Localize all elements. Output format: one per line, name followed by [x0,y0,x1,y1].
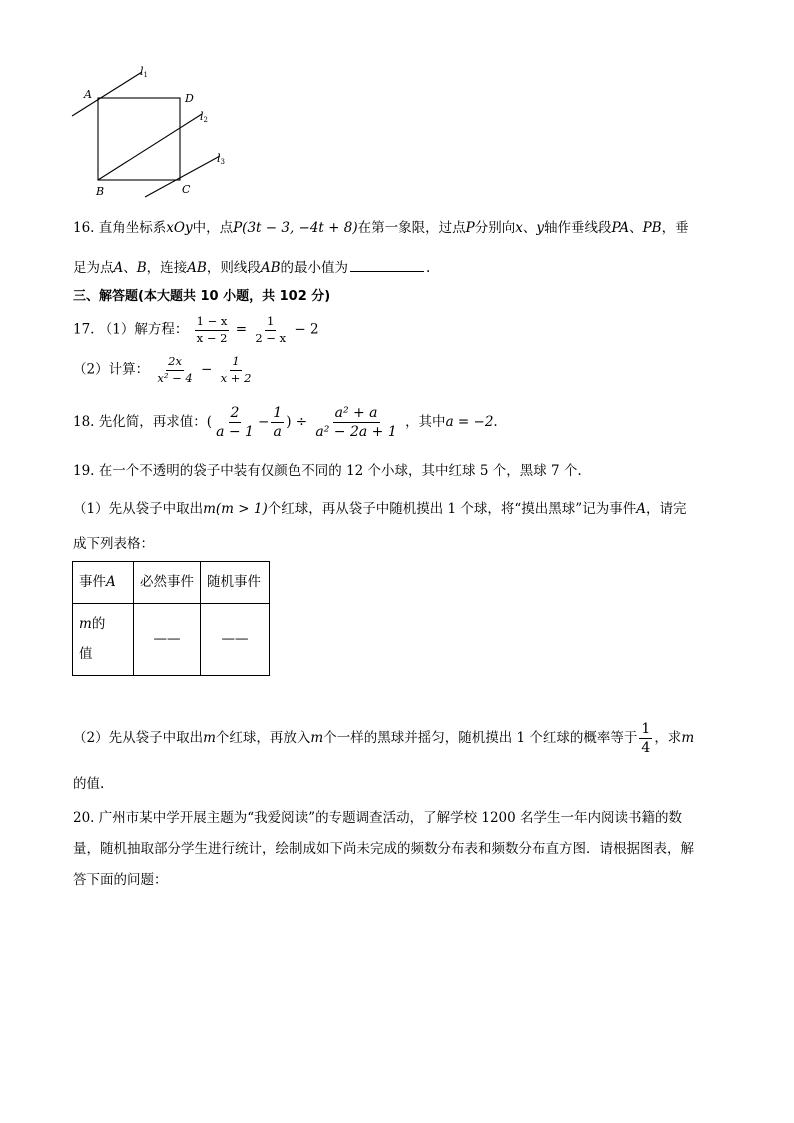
frac-den: 4 [641,740,651,756]
q16-line2 [73,259,430,276]
q16-pa: PA [611,220,630,236]
q19-probability-fraction [639,722,652,755]
q16-x: x [515,220,523,236]
q17-fraction-3 [155,356,194,384]
q19-m-condition: m(m > 1) [203,501,268,517]
label-d: D [185,92,194,105]
q16-text: 中，点 [192,220,234,236]
q16-text: 直角坐标系 [98,220,167,236]
geometry-figure [60,60,240,200]
q19-part1-line2: 成下列表格： [73,536,154,552]
q19-part1-line1 [73,503,686,517]
q17-part2 [73,356,255,384]
q16-text: ，连接 [146,260,188,276]
header-random: 随机事件 [201,562,270,604]
frac-den: a² − 2a + 1 [315,424,397,440]
frac-den: x + 2 [220,370,252,385]
frac-num: 1 [265,316,276,331]
q18-fraction-2 [271,406,284,439]
q16-a: A [113,260,124,276]
q17-fraction-2 [253,316,288,344]
q20-number: 20. [73,810,95,826]
q16-text: ，则线段 [206,260,261,276]
minus-sign: − [201,361,213,378]
table-row-m [73,604,270,676]
label-b: B [96,185,105,198]
table-header-row [73,562,270,604]
frac-num: 1 − x [195,316,230,331]
q16-point: P(3t − 3, −4t + 8) [233,220,358,236]
line-l2 [98,114,202,180]
q16-b: B [136,260,147,276]
square-abcd [98,98,180,180]
cell-text: 的 [91,615,106,632]
q17-number: 17. [73,321,95,338]
q20-line1 [73,812,682,826]
q19-text: （1）先从袋子中取出 [73,501,204,517]
header-event [73,562,134,604]
label-l1: l1 [140,65,148,79]
q19-m: m [203,730,216,746]
label-c: C [182,183,191,196]
divide-sign: ÷ [295,414,308,430]
q20-line3: 答下面的问题： [73,872,168,888]
line-l1 [72,72,142,116]
q18-fraction-1 [214,406,256,439]
q19-number: 19. [73,463,95,479]
label-l2: l2 [200,110,208,124]
q19-text: ，求 [654,730,682,746]
cell-certain-blank: —— [134,604,201,676]
q19-text: ，请完 [645,501,687,517]
q17-tail: − 2 [294,321,319,338]
paren: ) [286,414,292,430]
q16-text: 分别向 [474,220,516,236]
frac-den: x − 2 [196,330,228,345]
frac-num: 2 [230,405,240,421]
frac-num: 1 [273,405,283,421]
header-certain: 必然事件 [134,562,201,604]
cell-text: 事件 [79,573,106,590]
label-l3: l3 [217,152,225,166]
q17-part1 [73,316,319,344]
frac-den: a [273,424,282,440]
cell-text: A [106,573,116,590]
q16-text: ，垂 [661,220,689,236]
q18-text: . [493,414,498,430]
section-3-title: 三、解答题(本大题共 10 小题，共 102 分) [73,289,331,304]
q16-answer-blank [350,259,424,272]
paren: ( [206,414,213,430]
q16-ab: AB [260,260,281,276]
q16-text: 轴作垂线段 [543,220,612,236]
cell-text: m [79,615,92,632]
q19-intro-text: 在一个不透明的袋子中装有仅颜色不同的 12 个小球，其中红球 5 个，黑球 7 个. [98,463,582,479]
q16-xoy: xOy [166,220,193,236]
q16-p: P [465,220,475,236]
q17-p2-label: （2）计算： [73,361,150,378]
frac-num: 1 [641,721,651,737]
q19-text: 个红球，再从袋子中随机摸出 1 个球，将“摸出黑球”记为事件 [267,501,637,517]
q19-m: m [310,730,324,746]
q18 [73,406,498,439]
frac-num: 1 [230,356,241,371]
q16-y: y [536,220,544,236]
q18-text: 先化简，再求值： [98,414,207,430]
q19-event-table [72,561,270,676]
equals-sign: = [235,321,248,338]
q18-text: ，其中 [405,414,446,430]
q16-sep: 、 [123,260,137,276]
frac-num: 2x [166,356,184,371]
label-a: A [84,88,92,101]
q19-intro [73,465,582,479]
frac-num: a² + a [334,405,378,421]
cell-random-blank: —— [201,604,270,676]
q16-pb: PB [642,220,662,236]
q19-part2-line1 [73,722,694,755]
q18-number: 18. [73,414,95,430]
q17-fraction-4 [219,356,254,384]
q19-text: 个红球，再放入 [215,730,311,746]
q16-ab: AB [187,260,207,276]
frac-den: x² − 4 [157,370,193,385]
q16-text: 足为点 [73,260,114,276]
frac-den: 2 − x [255,330,287,345]
frac-den: a − 1 [216,424,254,440]
q20-line2: 量，随机抽取部分学生进行统计，绘制成如下尚未完成的频数分布表和频数分布直方图．请根据图表，解 [73,841,694,857]
row-label-m [73,604,134,676]
cell-text: 值 [79,645,93,662]
q18-fraction-3 [313,406,398,439]
q17-fraction-1 [195,316,230,344]
q19-text: 个一样的黑球并摇匀，随机摸出 1 个红球的概率等于 [323,730,638,746]
q18-condition: a = −2 [445,414,494,430]
q16-sep: 、 [629,220,643,236]
q17-p1-label: （1）解方程： [98,321,189,338]
q16-number: 16. [73,220,95,236]
q16-sep: 、 [522,220,537,236]
q19-event-a: A [636,501,646,517]
q16-text: 在第一象限，过点 [357,220,466,236]
q16-text: 的最小值为 [280,260,349,276]
q20-text: 广州市某中学开展主题为“我爱阅读”的专题调查活动，了解学校 1200 名学生一年内阅读书籍的数 [98,810,683,826]
q19-part2-line2: 的值. [73,776,105,792]
minus-sign: − [257,414,270,430]
q19-m: m [681,730,695,746]
q16-text: . [426,260,431,276]
q19-text: （2）先从袋子中取出 [73,730,204,746]
q16-line1 [73,222,689,236]
